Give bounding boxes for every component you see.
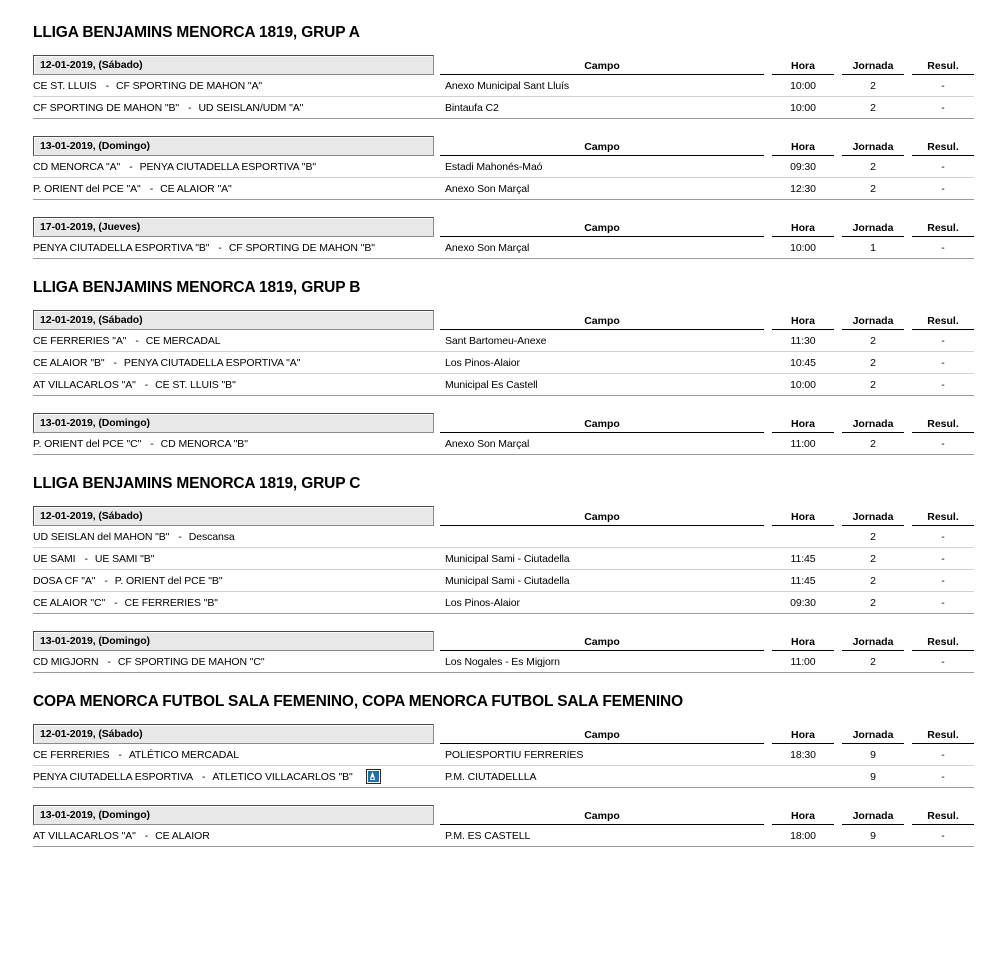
column-header-campo: Campo (440, 60, 764, 75)
home-team: AT VILLACARLOS "A" (33, 829, 136, 842)
date-block (33, 724, 976, 788)
column-header-hora: Hora (772, 141, 834, 156)
match-hora: 11:00 (790, 655, 816, 668)
match-details (440, 553, 974, 565)
away-team: ATLÉTICO MERCADAL (128, 748, 239, 761)
sections-container (33, 24, 976, 847)
match-teams (33, 183, 434, 195)
away-team: Descansa (188, 530, 235, 543)
column-header-resul: Resul. (912, 810, 974, 825)
match-campo: P.M. ES CASTELL (445, 829, 531, 842)
match-teams (33, 438, 434, 450)
match-campo: Municipal Sami - Ciutadella (445, 574, 570, 587)
column-header-campo: Campo (440, 141, 764, 156)
match-teams (33, 242, 434, 254)
date-block (33, 506, 976, 614)
match-rows (33, 825, 974, 847)
column-header-hora: Hora (772, 222, 834, 237)
away-team: ATLETICO VILLACARLOS "B" (212, 770, 353, 783)
column-headers (440, 315, 974, 330)
home-team: PENYA CIUTADELLA ESPORTIVA "B" (33, 241, 210, 254)
match-row (33, 75, 974, 97)
column-header-hora: Hora (772, 418, 834, 433)
match-teams (33, 656, 434, 668)
column-header-jornada: Jornada (842, 511, 904, 526)
date-block (33, 310, 976, 396)
versus-separator: - (118, 748, 122, 761)
match-jornada: 2 (870, 160, 876, 173)
match-rows (33, 526, 974, 614)
match-details (440, 357, 974, 369)
competition-section (33, 24, 976, 259)
match-resul: - (941, 530, 945, 543)
away-team: CE ST. LLUIS "B" (155, 378, 236, 391)
competition-title: LLIGA BENJAMINS MENORCA 1819, GRUP B (33, 279, 361, 296)
home-team: CE ALAIOR "B" (33, 356, 105, 369)
match-details (440, 656, 974, 668)
column-headers (440, 60, 974, 75)
away-team: CF SPORTING DE MAHON "A" (115, 79, 263, 92)
date-block (33, 631, 976, 673)
match-details (440, 80, 974, 92)
match-jornada: 2 (870, 79, 876, 92)
match-row (33, 352, 974, 374)
column-header-resul: Resul. (912, 636, 974, 651)
column-header-jornada: Jornada (842, 315, 904, 330)
match-jornada: 2 (870, 655, 876, 668)
match-row (33, 97, 974, 119)
match-campo: Anexo Son Marçal (445, 437, 530, 450)
match-hora: 12:30 (790, 182, 816, 195)
column-header-jornada: Jornada (842, 222, 904, 237)
column-headers (440, 511, 974, 526)
match-teams (33, 379, 434, 391)
date-label: 17-01-2019, (Jueves) (33, 217, 434, 237)
match-details (440, 830, 974, 842)
date-block-header (33, 217, 974, 237)
match-row (33, 237, 974, 259)
versus-separator: - (113, 356, 117, 369)
match-campo: Los Pinos-Alaior (445, 356, 520, 369)
away-team: PENYA CIUTADELLA ESPORTIVA "B" (139, 160, 316, 173)
match-row (33, 744, 974, 766)
match-row (33, 433, 974, 455)
match-row (33, 570, 974, 592)
column-header-campo: Campo (440, 636, 764, 651)
match-hora: 10:00 (790, 378, 816, 391)
home-team: PENYA CIUTADELLA ESPORTIVA (33, 770, 194, 783)
column-header-resul: Resul. (912, 141, 974, 156)
home-team: UE SAMI (33, 552, 76, 565)
competition-section (33, 475, 976, 673)
match-row (33, 156, 974, 178)
versus-separator: - (84, 552, 88, 565)
home-team: CD MIGJORN (33, 655, 99, 668)
match-details (440, 335, 974, 347)
home-team: CE FERRERIES (33, 748, 110, 761)
match-hora: 10:45 (790, 356, 816, 369)
date-block-header (33, 506, 974, 526)
match-jornada: 2 (870, 334, 876, 347)
match-hora: 10:00 (790, 101, 816, 114)
column-headers (440, 141, 974, 156)
column-header-resul: Resul. (912, 222, 974, 237)
date-block (33, 805, 976, 847)
column-header-resul: Resul. (912, 729, 974, 744)
match-teams (33, 80, 434, 92)
away-team: UD SEISLAN/UDM "A" (198, 101, 304, 114)
match-campo: Anexo Son Marçal (445, 182, 530, 195)
match-row (33, 178, 974, 200)
date-block (33, 217, 976, 259)
match-resul: - (941, 552, 945, 565)
match-teams (33, 161, 434, 173)
match-details (440, 575, 974, 587)
match-resul: - (941, 241, 945, 254)
date-block (33, 55, 976, 119)
match-jornada: 2 (870, 437, 876, 450)
match-details (440, 597, 974, 609)
match-jornada: 2 (870, 574, 876, 587)
match-jornada: 2 (870, 378, 876, 391)
date-label: 12-01-2019, (Sábado) (33, 55, 434, 75)
match-teams (33, 575, 434, 587)
match-campo: Anexo Municipal Sant Lluís (445, 79, 570, 92)
date-block-header (33, 136, 974, 156)
competition-section (33, 693, 976, 847)
match-teams (33, 597, 434, 609)
match-details (440, 161, 974, 173)
match-row (33, 651, 974, 673)
match-row (33, 526, 974, 548)
versus-separator: - (149, 182, 154, 195)
date-block-header (33, 805, 974, 825)
column-header-jornada: Jornada (842, 141, 904, 156)
home-team: DOSA CF "A" (33, 574, 96, 587)
match-teams (33, 769, 434, 784)
versus-separator: - (150, 437, 154, 450)
match-jornada: 9 (870, 748, 876, 761)
column-header-resul: Resul. (912, 60, 974, 75)
match-rows (33, 75, 974, 119)
away-team: PENYA CIUTADELLA ESPORTIVA "A" (123, 356, 301, 369)
match-details (440, 102, 974, 114)
match-row (33, 825, 974, 847)
match-hora: 11:00 (790, 437, 816, 450)
column-headers (440, 222, 974, 237)
versus-separator: - (178, 530, 182, 543)
home-team: CE ST. LLUIS (33, 79, 97, 92)
competition-title: LLIGA BENJAMINS MENORCA 1819, GRUP C (33, 475, 361, 492)
competition-title: COPA MENORCA FUTBOL SALA FEMENINO, COPA MENORCA FUTBOL SALA FEMENINO (33, 693, 683, 710)
match-jornada: 2 (870, 101, 876, 114)
match-row (33, 592, 974, 614)
away-team: CE MERCADAL (145, 334, 221, 347)
versus-separator: - (129, 160, 133, 173)
match-resul: - (941, 596, 945, 609)
match-teams (33, 357, 434, 369)
date-block (33, 136, 976, 200)
match-campo: Municipal Sami - Ciutadella (445, 552, 570, 565)
away-team: CE ALAIOR (155, 829, 210, 842)
match-teams (33, 749, 434, 761)
match-jornada: 2 (870, 356, 876, 369)
versus-separator: - (188, 101, 192, 114)
match-row (33, 548, 974, 570)
away-team: CE ALAIOR "A" (160, 182, 232, 195)
match-resul: - (941, 182, 945, 195)
match-teams (33, 102, 434, 114)
versus-separator: - (218, 241, 222, 254)
date-label: 13-01-2019, (Domingo) (33, 413, 434, 433)
home-team: CD MENORCA "A" (33, 160, 121, 173)
date-label: 12-01-2019, (Sábado) (33, 724, 434, 744)
match-resul: - (941, 829, 945, 842)
match-hora: 11:45 (790, 552, 816, 565)
column-header-campo: Campo (440, 315, 764, 330)
match-row (33, 766, 974, 788)
match-hora: 18:00 (790, 829, 816, 842)
column-header-jornada: Jornada (842, 636, 904, 651)
date-label: 13-01-2019, (Domingo) (33, 631, 434, 651)
match-resul: - (941, 160, 945, 173)
competition-section (33, 279, 976, 455)
date-block-header (33, 55, 974, 75)
away-team: CF SPORTING DE MAHON "C" (117, 655, 265, 668)
match-rows (33, 156, 974, 200)
date-block-header (33, 310, 974, 330)
home-team: P. ORIENT del PCE "C" (33, 437, 142, 450)
match-campo: Los Pinos-Alaior (445, 596, 520, 609)
match-row (33, 330, 974, 352)
match-teams (33, 830, 434, 842)
home-team: CF SPORTING DE MAHON "B" (33, 101, 180, 114)
match-teams (33, 531, 434, 543)
match-jornada: 9 (870, 770, 876, 783)
date-block (33, 413, 976, 455)
column-header-campo: Campo (440, 511, 764, 526)
column-header-campo: Campo (440, 729, 764, 744)
match-teams (33, 553, 434, 565)
away-team: P. ORIENT del PCE "B" (114, 574, 223, 587)
home-team: CE ALAIOR "C" (33, 596, 106, 609)
date-label: 12-01-2019, (Sábado) (33, 310, 434, 330)
column-header-campo: Campo (440, 222, 764, 237)
versus-separator: - (114, 596, 118, 609)
match-hora: 10:00 (790, 79, 816, 92)
match-resul: - (941, 79, 945, 92)
match-rows (33, 651, 974, 673)
column-header-hora: Hora (772, 511, 834, 526)
away-team: CF SPORTING DE MAHON "B" (228, 241, 375, 254)
match-campo: POLIESPORTIU FERRERIES (445, 748, 584, 761)
match-rows (33, 330, 974, 396)
column-header-jornada: Jornada (842, 60, 904, 75)
match-details (440, 379, 974, 391)
column-header-resul: Resul. (912, 418, 974, 433)
versus-separator: - (104, 574, 108, 587)
column-header-hora: Hora (772, 729, 834, 744)
column-header-jornada: Jornada (842, 418, 904, 433)
date-label: 12-01-2019, (Sábado) (33, 506, 434, 526)
column-header-hora: Hora (772, 60, 834, 75)
date-block-header (33, 724, 974, 744)
match-campo: Estadi Mahonés-Maó (445, 160, 543, 173)
match-campo: Municipal Es Castell (445, 378, 538, 391)
column-headers (440, 729, 974, 744)
column-headers (440, 418, 974, 433)
column-header-hora: Hora (772, 315, 834, 330)
match-resul: - (941, 574, 945, 587)
blue-info-badge-icon[interactable] (366, 769, 381, 784)
column-headers (440, 810, 974, 825)
column-header-hora: Hora (772, 810, 834, 825)
column-header-jornada: Jornada (842, 729, 904, 744)
versus-separator: - (144, 378, 149, 391)
column-header-campo: Campo (440, 418, 764, 433)
match-jornada: 2 (870, 182, 876, 195)
match-resul: - (941, 334, 945, 347)
column-header-hora: Hora (772, 636, 834, 651)
home-team: CE FERRERIES "A" (33, 334, 127, 347)
away-team: UE SAMI "B" (94, 552, 155, 565)
match-teams (33, 335, 434, 347)
match-hora: 10:00 (790, 241, 816, 254)
match-hora: 11:30 (790, 334, 816, 347)
versus-separator: - (202, 770, 206, 783)
match-hora: 09:30 (790, 160, 816, 173)
match-jornada: 2 (870, 530, 876, 543)
column-header-jornada: Jornada (842, 810, 904, 825)
column-header-campo: Campo (440, 810, 764, 825)
match-resul: - (941, 655, 945, 668)
match-hora: 09:30 (790, 596, 816, 609)
match-details (440, 531, 974, 543)
match-resul: - (941, 356, 945, 369)
versus-separator: - (107, 655, 111, 668)
match-jornada: 9 (870, 829, 876, 842)
match-rows (33, 433, 974, 455)
match-resul: - (941, 748, 945, 761)
match-resul: - (941, 437, 945, 450)
versus-separator: - (144, 829, 149, 842)
match-campo: Bintaufa C2 (445, 101, 499, 114)
away-team: CD MENORCA "B" (160, 437, 248, 450)
match-hora: 18:30 (790, 748, 816, 761)
match-jornada: 2 (870, 596, 876, 609)
match-jornada: 1 (870, 241, 876, 254)
match-rows (33, 237, 974, 259)
match-rows (33, 744, 974, 788)
home-team: P. ORIENT del PCE "A" (33, 182, 141, 195)
column-header-resul: Resul. (912, 315, 974, 330)
match-campo: P.M. CIUTADELLLA (445, 770, 537, 783)
match-row (33, 374, 974, 396)
match-details (440, 749, 974, 761)
match-resul: - (941, 378, 945, 391)
match-campo: Sant Bartomeu-Anexe (445, 334, 547, 347)
match-resul: - (941, 770, 945, 783)
date-block-header (33, 631, 974, 651)
match-campo: Los Nogales - Es Migjorn (445, 655, 560, 668)
match-hora: 11:45 (790, 574, 816, 587)
date-label: 13-01-2019, (Domingo) (33, 805, 434, 825)
competition-title: LLIGA BENJAMINS MENORCA 1819, GRUP A (33, 24, 360, 41)
match-details (440, 242, 974, 254)
date-label: 13-01-2019, (Domingo) (33, 136, 434, 156)
match-jornada: 2 (870, 552, 876, 565)
away-team: CE FERRERIES "B" (124, 596, 218, 609)
home-team: AT VILLACARLOS "A" (33, 378, 136, 391)
versus-separator: - (135, 334, 139, 347)
versus-separator: - (105, 79, 109, 92)
date-block-header (33, 413, 974, 433)
match-details (440, 183, 974, 195)
home-team: UD SEISLAN del MAHON "B" (33, 530, 170, 543)
match-resul: - (941, 101, 945, 114)
match-details (440, 771, 974, 783)
match-details (440, 438, 974, 450)
column-header-resul: Resul. (912, 511, 974, 526)
column-headers (440, 636, 974, 651)
match-campo: Anexo Son Marçal (445, 241, 530, 254)
